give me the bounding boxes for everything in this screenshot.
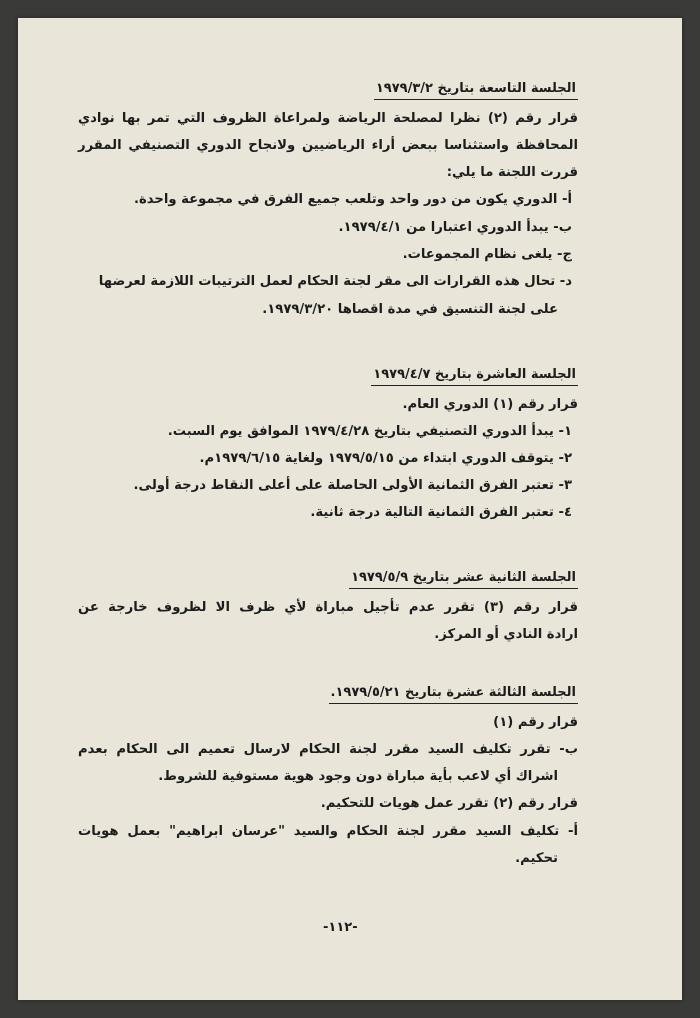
text-line: المحافظة واستثناسا ببعض أراء الرياضيين ولانجاح الدوري التصنيفي المقرر — [78, 138, 578, 153]
text-line: قرار رقم (٢) تقرر عمل هويات للتحكيم. — [320, 796, 578, 811]
text-line: اشراك أي لاعب بأية مباراة دون وجود هوية مستوفية للشروط. — [158, 769, 558, 784]
text-line: ١- يبدأ الدوري التصنيفي بتاريخ ١٩٧٩/٤/٢٨ الموافق يوم السبت. — [167, 424, 572, 439]
text-line: ب- تقرر تكليف السيد مقرر لجنة الحكام لارسال تعميم الى الحكام بعدم — [78, 742, 578, 757]
text-line: ٢- يتوقف الدوري ابتداء من ١٩٧٩/٥/١٥ ولغاية ١٩٧٩/٦/١٥م. — [199, 451, 572, 466]
session-heading: الجلسة التاسعة بتاريخ ١٩٧٩/٣/٢ — [374, 80, 578, 100]
text-line: ارادة النادي أو المركز. — [434, 627, 578, 642]
text-line: ب- يبدأ الدوري اعتبارا من ١٩٧٩/٤/١. — [338, 220, 572, 235]
text-line: د- تحال هذه القرارات الى مقر لجنة الحكام لعمل الترتيبات اللازمة لعرضها — [98, 274, 572, 289]
document-page — [18, 18, 682, 1000]
text-line: أ- الدوري يكون من دور واحد وتلعب جميع الفرق في مجموعة واحدة. — [133, 192, 572, 207]
session-heading: الجلسة الثانية عشر بتاريخ ١٩٧٩/٥/٩ — [349, 569, 578, 589]
text-line: أ- تكليف السيد مقرر لجنة الحكام والسيد "عرسان ابراهيم" بعمل هويات — [78, 824, 578, 839]
text-line: قرار رقم (١) — [493, 715, 578, 730]
text-line: قررت اللجنة ما يلي: — [446, 165, 578, 180]
text-line: ٣- تعتبر الفرق الثمانية الأولى الحاصلة على أعلى النقاط درجة أولى. — [133, 478, 572, 493]
session-heading: الجلسة العاشرة بتاريخ ١٩٧٩/٤/٧ — [371, 366, 578, 386]
text-line: قرار رقم (٣) تقرر عدم تأجيل مباراة لأي ظرف الا لظروف خارجة عن — [78, 600, 579, 615]
text-line: تحكيم. — [515, 851, 558, 866]
text-line: على لجنة التنسيق في مدة اقصاها ١٩٧٩/٣/٢٠. — [262, 302, 558, 317]
session-heading: الجلسة الثالثة عشرة بتاريخ ١٩٧٩/٥/٢١. — [329, 684, 579, 704]
text-line: قرار رقم (١) الدوري العام. — [402, 397, 578, 412]
text-line: ٤- تعتبر الفرق الثمانية التالية درجة ثانية. — [310, 505, 572, 520]
page-number: -١١٢- — [323, 920, 358, 935]
text-line: قرار رقم (٢) نظرا لمصلحة الرياضة ولمراعاة الظروف التي تمر بها نوادي — [78, 111, 578, 126]
text-line: ج- يلغى نظام المجموعات. — [402, 247, 572, 262]
